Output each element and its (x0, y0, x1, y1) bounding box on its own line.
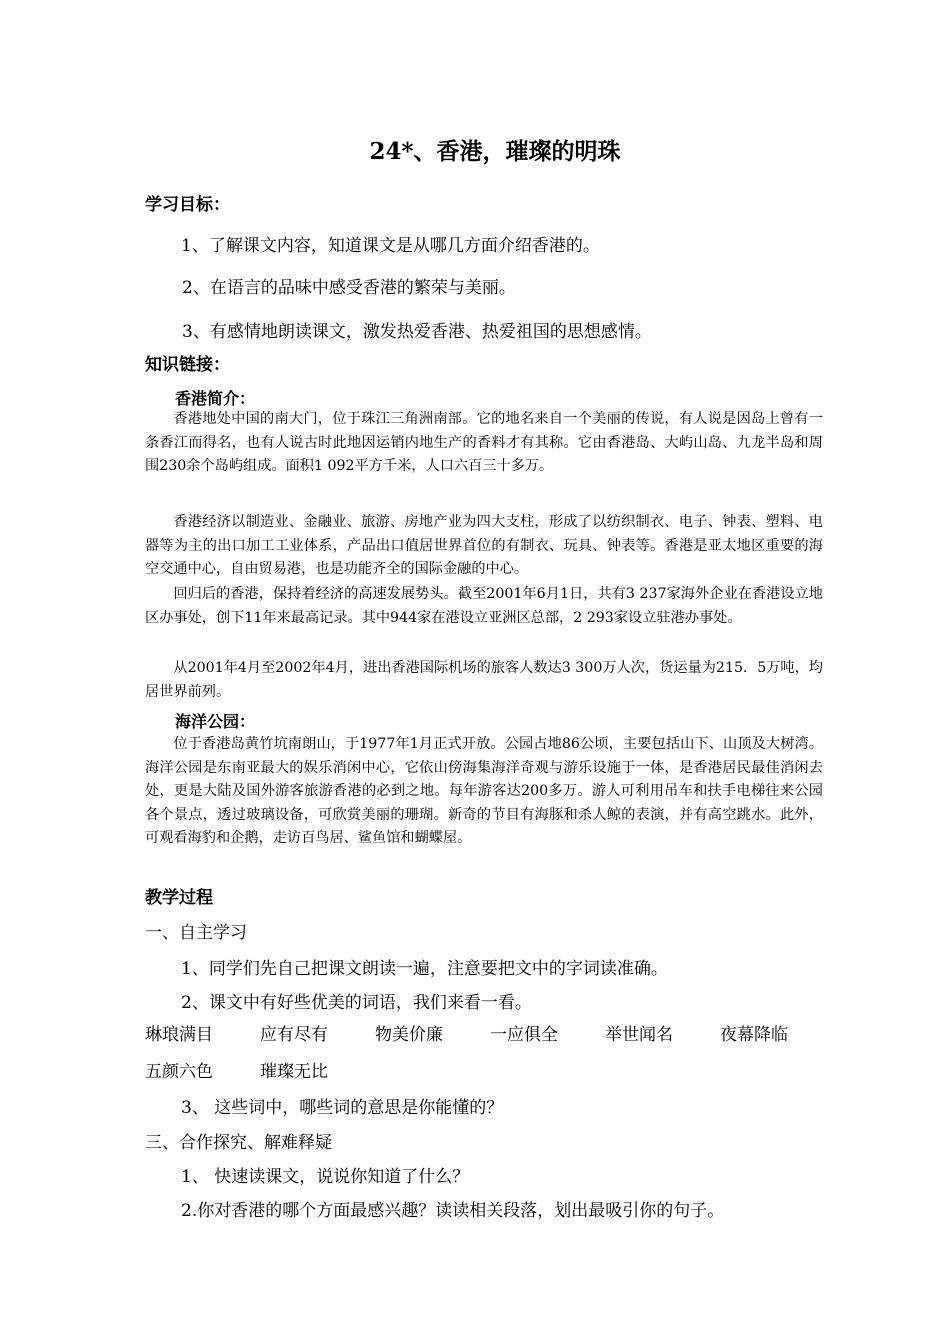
vocab-word: 应有尽有 (260, 1025, 328, 1045)
ocean-park-paragraph: 位于香港岛黄竹坑南朗山，于1977年1月正式开放。公园占地86公顷，主要包括山下、山顶及大树湾。海洋公园是东南亚最大的娱乐消闲中心，它依山傍海集海洋奇观与游乐设施于一体，是香港居民最佳消闲去处，更是大陆及国外游客旅游香港的必到之地。每年游客达200多万。游人可利用吊车和扶手电梯往来公园各个景点，透过玻璃设备，可欣赏美丽的珊瑚。新奇的节目有海豚和杀人鲸的表演，并有高空跳水。此外，可观看海豹和企鹅，走访百鸟居、鲨鱼馆和蝴蝶屋。 (145, 736, 823, 847)
section-3-item-1: 1、 快速读课文，说说你知道了什么？ (181, 1167, 470, 1187)
hk-intro-heading: 香港简介： (175, 389, 256, 408)
hk-paragraph-2: 香港经济以制造业、金融业、旅游、房地产业为四大支柱，形成了以纺织制衣、电子、钟表、塑料、电器等为主的出口加工工业体系，产品出口值居世界首位的有制衣、玩具、钟表等。香港是亚太地区重要的海空交通中心，自由贸易港，也是功能齐全的国际金融的中心。 (145, 514, 823, 578)
objective-item-2: 2、在语言的品味中感受香港的繁荣与美丽。 (182, 278, 516, 298)
section-1-item-2: 2、课文中有好些优美的词语，我们来看一看。 (181, 993, 532, 1013)
process-heading: 教学过程 (145, 888, 213, 908)
vocab-word: 一应俱全 (490, 1025, 558, 1045)
vocab-word: 物美价廉 (375, 1025, 443, 1045)
objective-item-3: 3、有感情地朗读课文，激发热爱香港、热爱祖国的思想感情。 (182, 322, 652, 342)
section-3-item-2: 2.你对香港的哪个方面最感兴趣？读读相关段落，划出最吸引你的句子。 (181, 1201, 725, 1221)
section-3-title: 三、合作探究、解难释疑 (145, 1133, 332, 1153)
objective-item-1: 1、了解课文内容，知道课文是从哪几方面介绍香港的。 (181, 236, 600, 256)
section-1-item-3: 3、 这些词中，哪些词的意思是你能懂的？ (181, 1098, 504, 1118)
hk-paragraph-1: 香港地处中国的南大门，位于珠江三角洲南部。它的地名来自一个美丽的传说，有人说是因岛上曾有一条香江而得名，也有人说古时此地因运销内地生产的香料才有其称。它由香港岛、大屿山岛、九龙半岛和周围230余个岛屿组成。面积1 092平方千米，人口六百三十多万。 (145, 411, 823, 475)
vocab-word: 璀璨无比 (260, 1062, 328, 1082)
vocab-row-2 (145, 1057, 825, 1082)
vocab-word: 五颜六色 (145, 1062, 213, 1082)
ocean-park-heading: 海洋公园： (175, 712, 256, 731)
vocab-row-1 (145, 1020, 825, 1045)
vocab-word: 夜幕降临 (720, 1025, 788, 1045)
objectives-heading: 学习目标： (145, 195, 230, 215)
section-1-title: 一、自主学习 (145, 923, 247, 943)
section-1-item-1: 1、同学们先自己把课文朗读一遍，注意要把文中的字词读准确。 (181, 959, 668, 979)
knowledge-heading: 知识链接： (145, 355, 230, 375)
vocab-word: 琳琅满目 (145, 1025, 213, 1045)
hk-paragraph-4: 从2001年4月至2002年4月，进出香港国际机场的旅客人数达3 300万人次，货运量为215．5万吨，均居世界前列。 (145, 660, 823, 700)
document-title: 24*、香港，璀璨的明珠 (369, 138, 621, 165)
hk-paragraph-3: 回归后的香港，保持着经济的高速发展势头。截至2001年6月1日，共有3 237家海外企业在香港设立地区办事处，创下11年来最高记录。其中944家在港设立亚洲区总部，2 293家设立驻港办事处。 (145, 586, 823, 626)
vocab-word: 举世闻名 (605, 1025, 673, 1045)
